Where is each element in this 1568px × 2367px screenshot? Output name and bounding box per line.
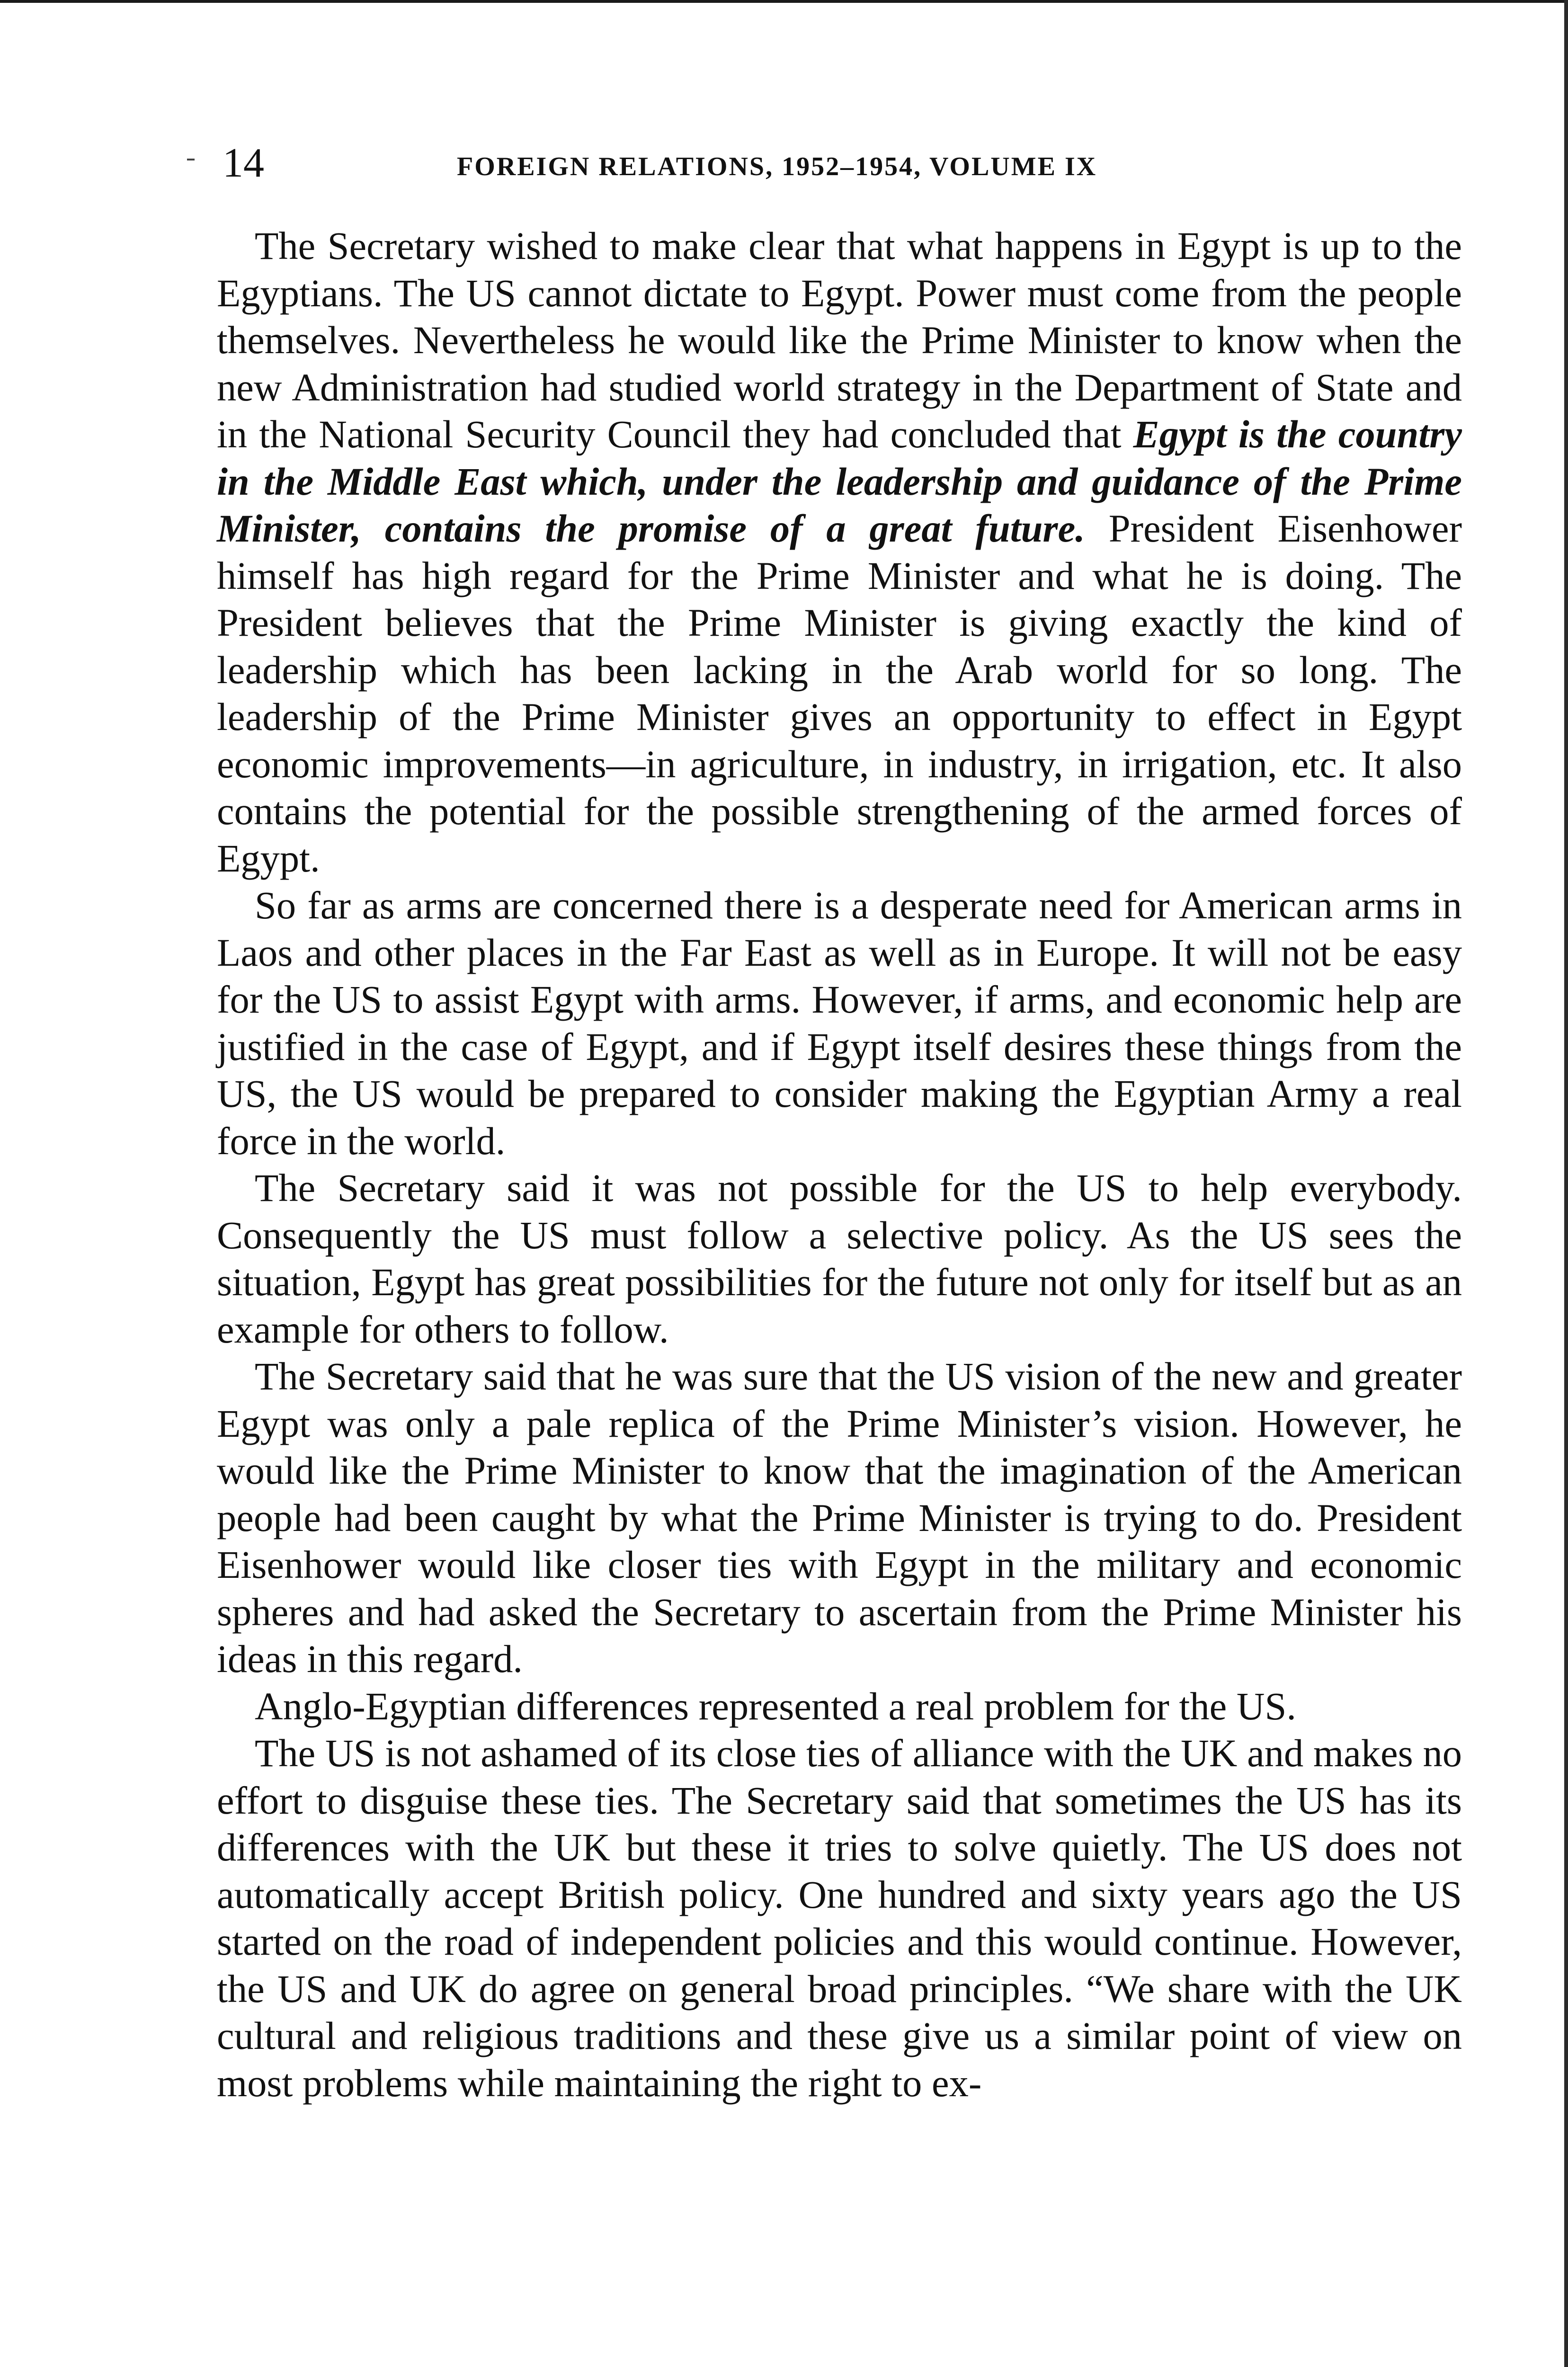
paragraph-5: Anglo-Egyptian differences represented a real problem for the US. <box>255 1684 1296 1728</box>
paragraph-1-text-cont: President Eisenhower himself has high regard for the Prime Minister and what he is doing. The President believes that the Prime Minister is giving exactly the kind of leadership which has been lacking in the Arab world for so long. The leadership of the Prime Minister gives an opportunity to effect in Egypt economic improvements—in agriculture, in industry, in irrigation, etc. It also contains the potential for the possible strengthening of the armed forces of Egypt. <box>217 507 1462 880</box>
paragraph-1-text: The Secretary wished to make clear that what happens in Egypt is up to the Egyptians. The US cannot dictate to Egypt. Power must come from the people themselves. Nevertheless he would like the Prime Minister to know when the new Administration had studied world strategy in the Department of State and in the National Security Council they had concluded that <box>217 224 1462 456</box>
paragraph-1 <box>217 222 1462 882</box>
scan-edge-right <box>1564 0 1568 2367</box>
paragraph-1-emphasis: Egypt is the country in the Middle East which, under the leadership and guidance of the Prime Minister, contains the promise of a great future. <box>217 412 1462 550</box>
page-number: 14 <box>223 140 264 186</box>
scan-edge-top <box>0 0 1568 3</box>
paragraph-2: So far as arms are concerned there is a desperate need for American arms in Laos and other places in the Far East as well as in Europe. It will not be easy for the US to assist Egypt with arms. However, if arms, and economic help are justified in the case of Egypt, and if Egypt itself desires these things from the US, the US would be prepared to consider making the Egyptian Army a real force in the world. <box>217 883 1462 1163</box>
running-head <box>223 137 1501 189</box>
paragraph-6: The US is not ashamed of its close ties of alliance with the UK and makes no effort to disguise these ties. The Secretary said that sometimes the US has its differences with the UK but these it tries to solve quietly. The US does not automatically accept British policy. One hundred and sixty years ago the US started on the road of independent policies and this would continue. However, the US and UK do agree on general broad principles. “We share with the UK cultural and religious traditions and these give us a similar point of view on most problems while maintaining the right to ex- <box>217 1731 1462 2105</box>
paragraph-4: The Secretary said that he was sure that the US vision of the new and greater Egypt was only a pale replica of the Prime Minister’s vision. However, he would like the Prime Minister to know that the imagination of the American people had been caught by what the Prime Minister is trying to do. President Eisenhower would like closer ties with Egypt in the military and economic spheres and had asked the Secretary to ascertain from the Prime Minister his ideas in this regard. <box>217 1354 1462 1681</box>
body-text <box>217 222 1462 2107</box>
scan-mark <box>187 159 195 160</box>
running-title: FOREIGN RELATIONS, 1952–1954, VOLUME IX <box>457 152 1097 181</box>
paragraph-3: The Secretary said it was not possible for the US to help everybody. Consequently the US must follow a selective policy. As the US sees the situation, Egypt has great possibilities for the future not only for itself but as an example for others to follow. <box>217 1166 1462 1351</box>
